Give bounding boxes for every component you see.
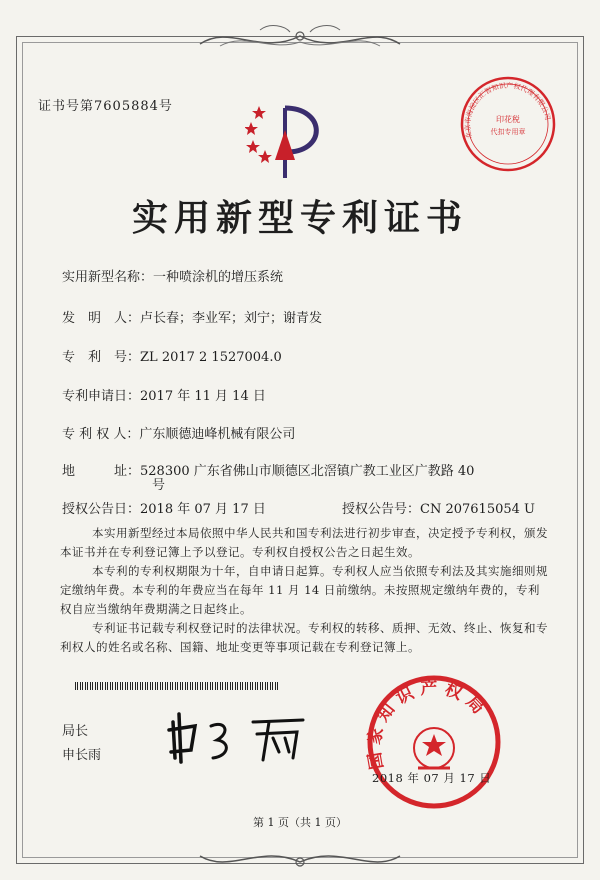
grant-date-value: 2018 年 07 月 17 日 [140, 502, 266, 517]
field-grant-date [62, 498, 266, 517]
application-date-value: 2017 年 11 月 14 日 [140, 389, 266, 404]
application-date-label: 专利申请日： [62, 389, 141, 404]
tax-stamp-line2: 代扣专用章 [490, 128, 526, 136]
body-paragraph-3: 专利证书记载专利权登记时的法律状况。专利权的转移、质押、无效、终止、恢复和专利权人的姓名或名称、国籍、地址变更等事项记载在专利登记簿上。 [60, 621, 548, 654]
barcode [75, 682, 280, 690]
bottom-ornament [190, 848, 410, 876]
seal-org-text: 国家知识产权局 [364, 678, 493, 771]
director-title: 局长 [62, 724, 89, 739]
certificate-number: 证书号第7605884号 [38, 99, 173, 114]
utility-model-name-label: 实用新型名称： [62, 270, 154, 285]
field-patentee [62, 423, 295, 442]
seal-date: 2018 年 07 月 17 日 [372, 771, 492, 785]
patentee-label: 专 利 权 人： [62, 427, 140, 442]
patent-office-emblem [245, 100, 335, 185]
patentee-value: 广东顺德迪峰机械有限公司 [139, 427, 296, 442]
field-grant-number [342, 498, 535, 517]
document-title: 实用新型专利证书 [131, 197, 468, 239]
inventor-value: 卢长春；李业军；刘宁；谢青发 [140, 311, 323, 326]
grant-number-label: 授权公告号： [342, 502, 421, 517]
patent-number-value: ZL 2017 2 1527004.0 [140, 350, 282, 365]
utility-model-name-value: 一种喷涂机的增压系统 [153, 270, 284, 285]
field-inventors [62, 307, 322, 326]
field-address [62, 460, 474, 479]
grant-date-label: 授权公告日： [62, 502, 141, 517]
top-ornament [190, 22, 410, 58]
body-paragraph-1: 本实用新型经过本局依照中华人民共和国专利法进行初步审查，决定授予专利权，颁发本证书并在专利登记簿上予以登记。专利权自授权公告之日起生效。 [60, 526, 548, 559]
body-paragraph-2: 本专利的专利权期限为十年，自申请日起算。专利权人应当依照专利法及其实施细则规定缴纳年费。本专利的年费应当在每年 11 月 14 日前缴纳。未按照规定缴纳年费的，专利权自应当缴纳年费期满之日起终止。 [60, 564, 548, 616]
tax-stamp-ring-text: 北京市海淀区汇智知识产权代理有限公司 [463, 81, 552, 140]
patent-number-label: 专 利 号： [62, 350, 141, 365]
field-patent-number [62, 346, 282, 365]
handwritten-signature [165, 712, 315, 764]
address-label: 地 址： [62, 464, 141, 479]
national-ip-seal [364, 672, 504, 812]
field-application-date [62, 385, 266, 404]
tax-stamp [458, 74, 558, 174]
address-line2: 号 [152, 478, 166, 493]
field-utility-model-name [62, 266, 283, 285]
inventor-label: 发 明 人： [62, 311, 141, 326]
tax-stamp-line1: 印花税 [496, 115, 520, 124]
grant-number-value: CN 207615054 U [420, 502, 535, 517]
director-name: 申长雨 [62, 748, 102, 763]
address-line1: 528300 广东省佛山市顺德区北滘镇广教工业区广教路 40 [140, 464, 475, 479]
page-footer: 第 1 页（共 1 页） [253, 816, 347, 829]
